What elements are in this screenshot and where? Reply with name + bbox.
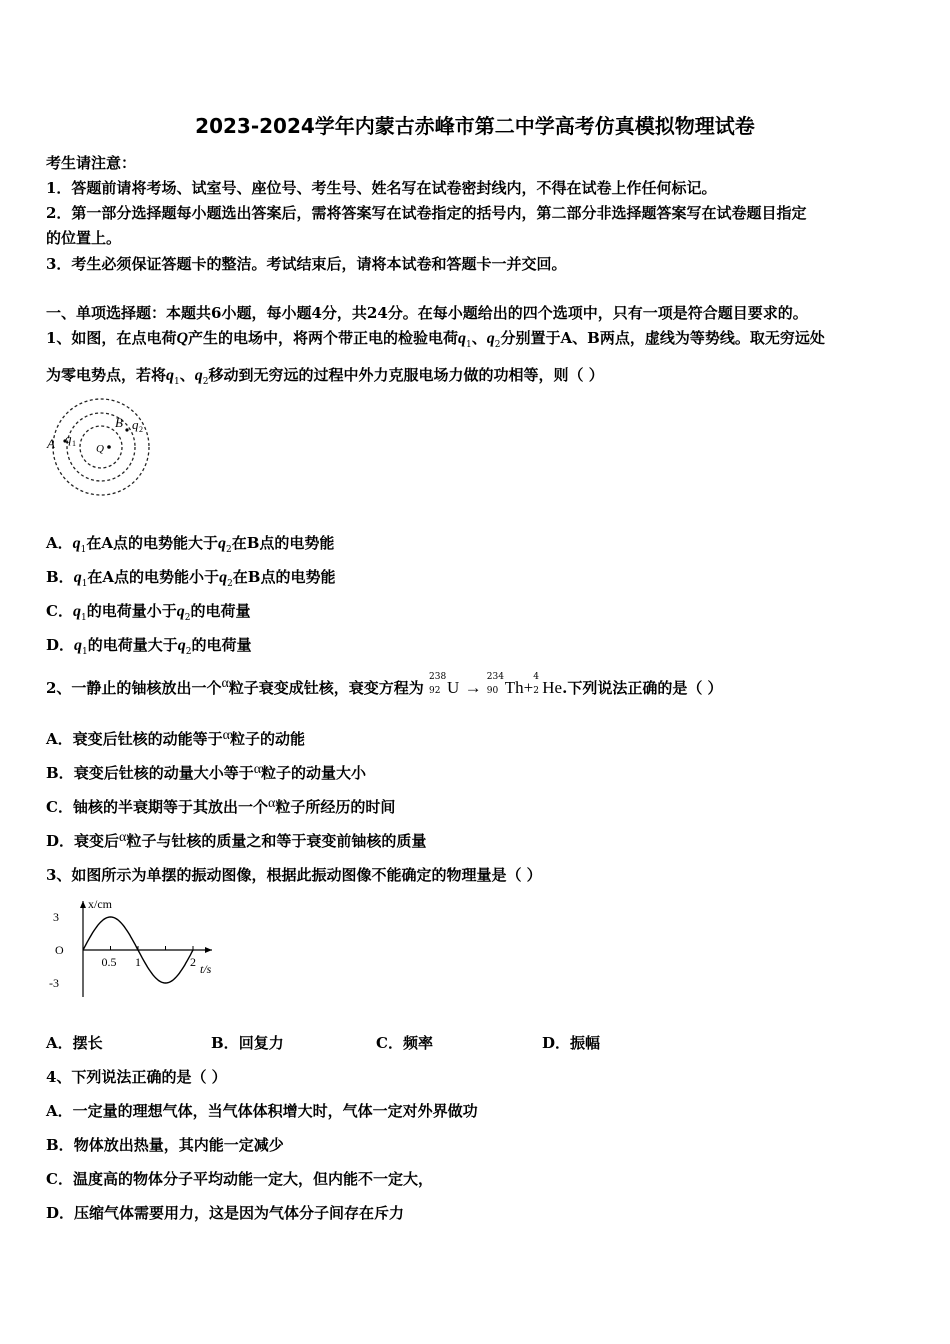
q3-option-c[interactable]: C．频率	[376, 1034, 433, 1052]
q4-option-a[interactable]: A．一定量的理想气体，当气体体积增大时，气体一定对外界做功	[46, 1102, 478, 1120]
q4-stem: 4、下列说法正确的是（ ）	[46, 1068, 227, 1086]
x-tick-label-2: 2	[190, 955, 196, 969]
thorium-nuclide: 234 90	[486, 672, 504, 696]
label-q1-sub: 1	[72, 439, 76, 448]
q1-option-c[interactable]: C．$q_1$的电荷量小于$q_2$的电荷量	[46, 602, 251, 623]
label-q2: q	[132, 417, 139, 432]
q3-option-d[interactable]: D．振幅	[542, 1034, 601, 1052]
page-title: 2023-2024学年内蒙古赤峰市第二中学高考仿真模拟物理试卷	[195, 114, 755, 138]
label-Q: Q	[96, 443, 104, 455]
label-A: A	[47, 436, 55, 451]
notice-item-1: 1．答题前请将考场、试室号、座位号、考生号、姓名写在试卷密封线内，不得在试卷上作任何标记。	[46, 179, 717, 197]
x-axis-arrow	[205, 947, 212, 953]
q4-option-b[interactable]: B．物体放出热量，其内能一定减少	[46, 1136, 284, 1154]
label-B: B	[115, 415, 123, 430]
q1-equipotential-figure	[40, 392, 170, 504]
x-tick-label-0.5: 0.5	[101, 955, 117, 969]
q4-option-d[interactable]: D．压缩气体需要用力，这是因为气体分子间存在斥力	[46, 1204, 405, 1222]
q2-option-d[interactable]: D．衰变后α粒子与钍核的质量之和等于衰变前铀核的质量	[46, 830, 427, 850]
q3-stem: 3、如图所示为单摆的振动图像，根据此振动图像不能确定的物理量是（ ）	[46, 866, 542, 884]
q3-oscillation-chart	[40, 893, 230, 1003]
label-q2-sub: 2	[139, 425, 143, 434]
y-tick-label-origin: O	[55, 943, 64, 957]
chart-axes	[80, 901, 212, 997]
x-axis-label: t/s	[200, 962, 212, 976]
y-axis-label: x/cm	[88, 897, 112, 911]
q1-option-a[interactable]: A．$q_1$在A点的电势能大于$q_2$在B点的电势能	[46, 534, 335, 555]
charge-Q-dot	[107, 445, 111, 449]
q4-option-c[interactable]: C．温度高的物体分子平均动能一定大，但内能不一定大，	[46, 1170, 433, 1188]
y-tick-label-3: 3	[53, 910, 59, 924]
section-heading: 一、单项选择题：本题共6小题，每小题4分，共24分。在每小题给出的四个选项中，只有一项是符合题目要求的。	[46, 304, 808, 322]
helium-nuclide: 4 2	[533, 672, 540, 696]
notice-item-2-cont: 的位置上。	[46, 229, 122, 247]
q2-stem: 2、一静止的铀核放出一个α粒子衰变成钍核，衰变方程为 238 92 U → 234 90 Th+ 4 2 He.下列说法正确的是（ ）	[46, 672, 723, 697]
q2-option-b[interactable]: B．衰变后钍核的动量大小等于α粒子的动量大小	[46, 762, 367, 782]
notice-item-2: 2．第一部分选择题每小题选出答案后，需将答案写在试卷指定的括号内，第二部分非选择题答案写在试卷题目指定	[46, 204, 807, 222]
uranium-nuclide: 238 92	[429, 672, 447, 696]
y-tick-label-neg3: -3	[49, 976, 59, 990]
y-axis-arrow	[80, 901, 86, 908]
notice-heading: 考生请注意：	[46, 154, 137, 172]
q1-stem-line1: 1、如图，在点电荷Q产生的电场中，将两个带正电的检验电荷$q_1$、$q_2$分别置于A、B两点，虚线为等势线。取无穷远处	[46, 329, 825, 350]
q3-option-a[interactable]: A．摆长	[46, 1034, 103, 1052]
q2-option-c[interactable]: C．铀核的半衰期等于其放出一个α粒子所经历的时间	[46, 796, 396, 816]
q2-option-a[interactable]: A．衰变后钍核的动能等于α粒子的动能	[46, 728, 306, 748]
point-B-dot	[125, 428, 128, 431]
x-tick-label-1: 1	[135, 955, 141, 969]
notice-item-3: 3．考生必须保证答题卡的整洁。考试结束后，请将本试卷和答题卡一并交回。	[46, 255, 567, 273]
q1-option-d[interactable]: D．$q_1$的电荷量大于$q_2$的电荷量	[46, 636, 252, 657]
q1-option-b[interactable]: B．$q_1$在A点的电势能小于$q_2$在B点的电势能	[46, 568, 336, 589]
q3-option-b[interactable]: B．回复力	[211, 1034, 284, 1052]
label-q1: q	[65, 431, 72, 446]
q1-stem-line2: 为零电势点，若将$q_1$、$q_2$移动到无穷远的过程中外力克服电场力做的功相等，则（ ）	[46, 366, 604, 387]
